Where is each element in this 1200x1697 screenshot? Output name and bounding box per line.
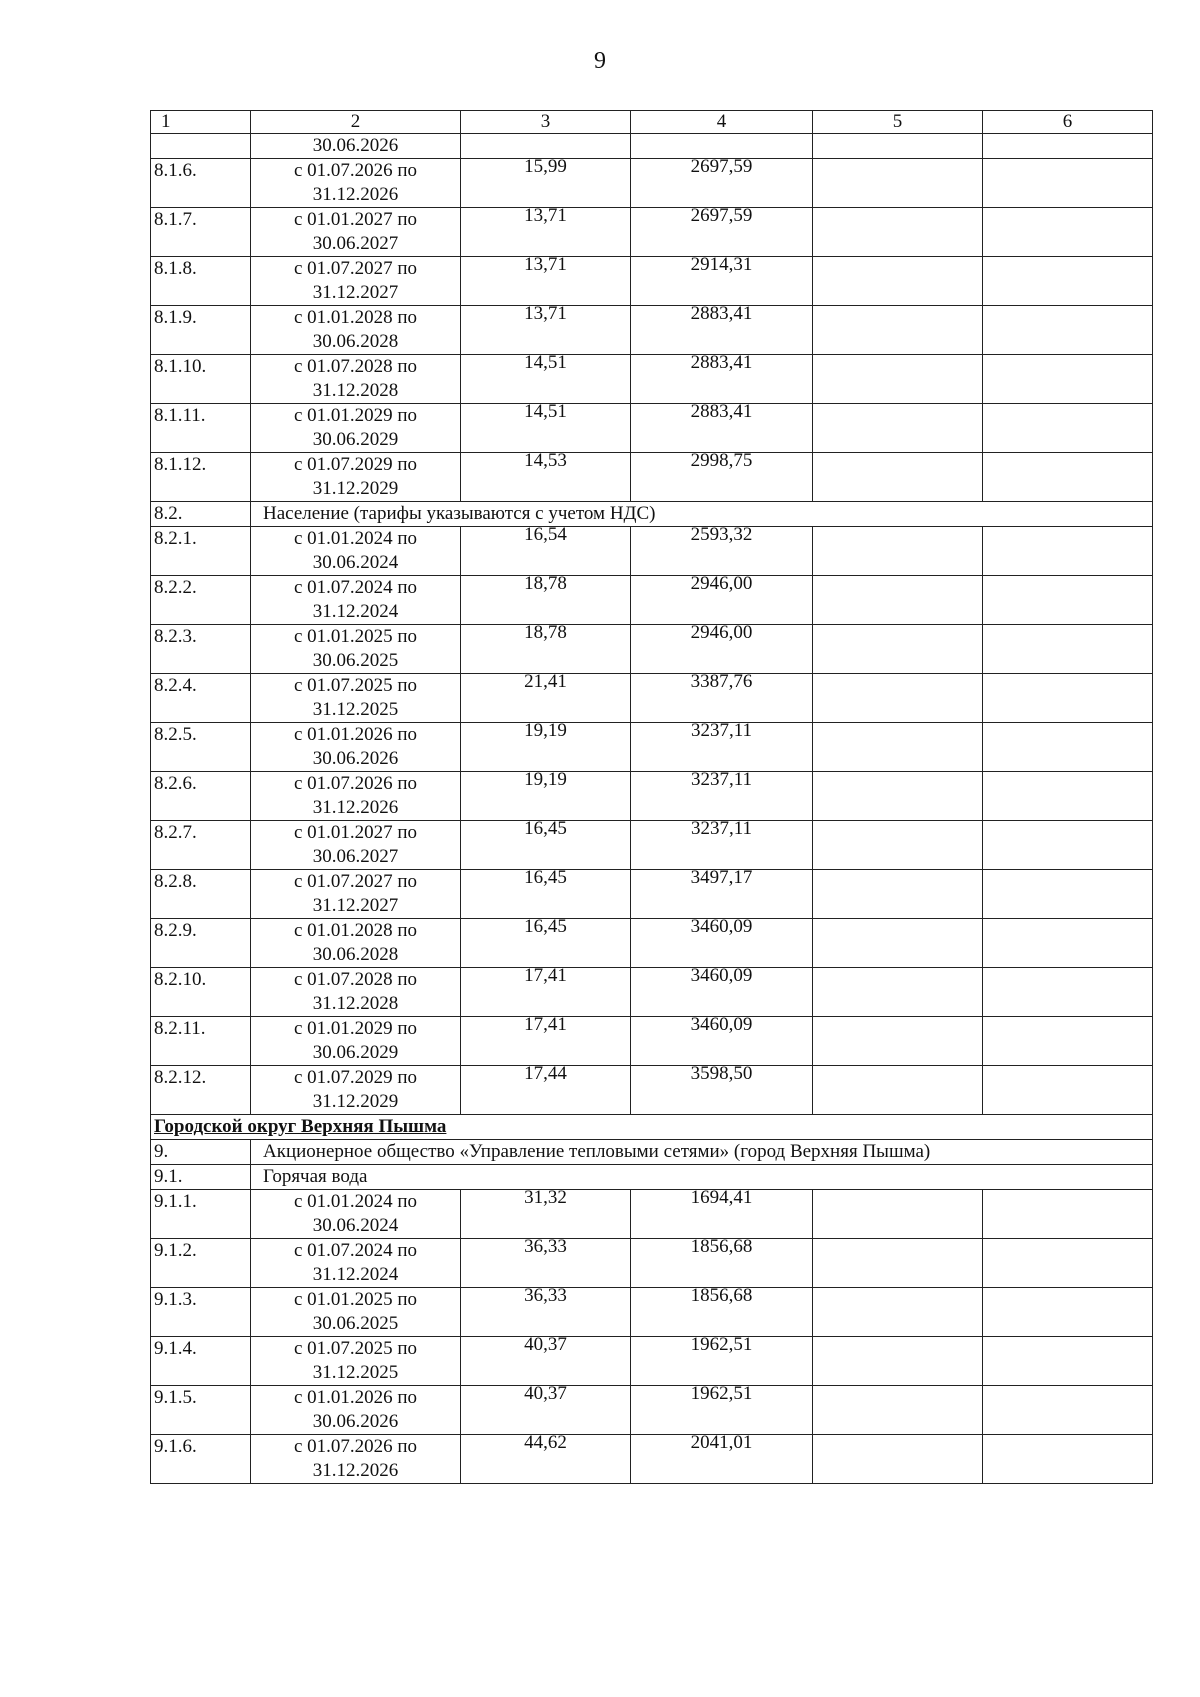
period-cell xyxy=(251,1386,461,1435)
empty-cell xyxy=(983,134,1153,159)
section-number-cell: 9.1. xyxy=(151,1165,251,1190)
row-number-cell: 8.2.12. xyxy=(151,1066,251,1115)
table-row xyxy=(151,1288,1153,1337)
page-number: 9 xyxy=(594,48,606,74)
empty-cell xyxy=(813,404,983,453)
table-row xyxy=(151,208,1153,257)
tariff-col-4-cell xyxy=(631,1187,813,1239)
tariff-col-4-value: 2946,00 xyxy=(690,573,753,594)
district-title-cell: Городской округ Верхняя Пышма xyxy=(151,1115,1153,1140)
row-number-cell: 8.1.6. xyxy=(151,159,251,208)
header-col-6: 6 xyxy=(983,111,1153,134)
period-cell xyxy=(251,723,461,772)
period-cell xyxy=(251,355,461,404)
table-row xyxy=(151,870,1153,919)
empty-cell xyxy=(813,968,983,1017)
tariff-col-4-value: 3387,76 xyxy=(690,671,753,692)
empty-cell xyxy=(813,1190,983,1239)
empty-cell xyxy=(813,1337,983,1386)
period-end-text: 31.12.2027 xyxy=(312,282,399,303)
header-col-1: 1 xyxy=(151,111,251,134)
empty-cell xyxy=(983,159,1153,208)
period-cell: 30.06.2026 xyxy=(251,134,461,159)
period-cell xyxy=(251,1017,461,1066)
tariff-col-3-value: 31,32 xyxy=(524,1187,567,1208)
row-number-cell: 9.1.5. xyxy=(151,1386,251,1435)
tariff-col-3-cell xyxy=(461,303,631,355)
period-end-text: 31.12.2027 xyxy=(312,895,399,916)
table-row xyxy=(151,306,1153,355)
tariff-col-3-value: 16,45 xyxy=(524,867,567,888)
empty-cell xyxy=(983,1239,1153,1288)
tariff-col-3-value: 17,41 xyxy=(524,1014,567,1035)
tariff-col-4-cell xyxy=(631,352,813,404)
tariff-col-4-cell xyxy=(631,720,813,772)
tariff-col-4-value: 1962,51 xyxy=(690,1383,753,1404)
period-cell xyxy=(251,674,461,723)
tariff-col-4-value: 1962,51 xyxy=(690,1334,753,1355)
row-number-cell: 8.2.6. xyxy=(151,772,251,821)
section-number-cell: 9. xyxy=(151,1140,251,1165)
period-cell xyxy=(251,1190,461,1239)
empty-cell xyxy=(813,1288,983,1337)
period-cell xyxy=(251,1066,461,1115)
tariff-col-4-value: 3237,11 xyxy=(690,720,753,741)
period-start-text: с 01.07.2025 по xyxy=(293,1338,418,1359)
empty-cell xyxy=(983,576,1153,625)
tariff-col-4-cell xyxy=(631,818,813,870)
tariff-col-4-cell xyxy=(631,254,813,306)
empty-cell xyxy=(813,1239,983,1288)
tariff-col-4-value: 3460,09 xyxy=(690,916,753,937)
period-end-text: 31.12.2024 xyxy=(312,1264,399,1285)
period-end-text: 30.06.2028 xyxy=(312,944,399,965)
empty-cell xyxy=(983,723,1153,772)
table-row xyxy=(151,453,1153,502)
tariff-col-4-cell xyxy=(631,205,813,257)
empty-cell xyxy=(983,1190,1153,1239)
empty-cell xyxy=(813,527,983,576)
tariff-col-3-cell xyxy=(461,401,631,453)
row-number-cell: 8.2.11. xyxy=(151,1017,251,1066)
empty-cell xyxy=(813,1435,983,1484)
empty-cell xyxy=(813,674,983,723)
empty-cell xyxy=(983,968,1153,1017)
tariff-col-3-cell xyxy=(461,1187,631,1239)
tariff-col-3-cell xyxy=(461,720,631,772)
tariff-col-4-value: 3460,09 xyxy=(690,965,753,986)
tariff-col-4-value: 3460,09 xyxy=(690,1014,753,1035)
row-number-cell: 8.2.1. xyxy=(151,527,251,576)
period-start-text: с 01.07.2028 по xyxy=(293,969,418,990)
tariff-col-3-cell xyxy=(461,916,631,968)
tariff-col-3-cell xyxy=(461,1285,631,1337)
tariff-col-3-cell xyxy=(461,524,631,576)
empty-cell xyxy=(813,772,983,821)
section-number-cell: 8.2. xyxy=(151,502,251,527)
period-cell xyxy=(251,870,461,919)
row-number-cell: 8.2.8. xyxy=(151,870,251,919)
empty-cell xyxy=(983,1017,1153,1066)
tariff-col-3-cell xyxy=(461,671,631,723)
tariff-col-4-value: 2883,41 xyxy=(690,401,753,422)
period-end-text: 30.06.2024 xyxy=(312,1215,399,1236)
empty-cell xyxy=(983,527,1153,576)
empty-cell xyxy=(983,870,1153,919)
empty-cell xyxy=(813,306,983,355)
row-number-cell: 8.2.10. xyxy=(151,968,251,1017)
empty-cell xyxy=(983,1386,1153,1435)
empty-cell xyxy=(983,306,1153,355)
period-end-text: 31.12.2026 xyxy=(312,184,399,205)
period-start-text: с 01.07.2024 по xyxy=(293,1240,418,1261)
tariff-col-4-value: 1856,68 xyxy=(690,1285,753,1306)
period-start-text: с 01.07.2027 по xyxy=(293,258,418,279)
row-number-cell: 8.1.12. xyxy=(151,453,251,502)
period-end-text: 30.06.2028 xyxy=(312,331,399,352)
table-row xyxy=(151,1190,1153,1239)
tariff-col-3-value: 13,71 xyxy=(524,254,567,275)
period-end-text: 31.12.2026 xyxy=(312,797,399,818)
table-row xyxy=(151,257,1153,306)
table-row xyxy=(151,1386,1153,1435)
period-start-text: с 01.01.2029 по xyxy=(293,1018,418,1039)
empty-cell xyxy=(813,355,983,404)
header-col-4: 4 xyxy=(631,111,813,134)
row-number-cell: 9.1.4. xyxy=(151,1337,251,1386)
tariff-col-3-cell xyxy=(461,156,631,208)
empty-cell xyxy=(813,257,983,306)
period-cell xyxy=(251,1239,461,1288)
period-cell xyxy=(251,453,461,502)
table-row xyxy=(151,1017,1153,1066)
period-cell xyxy=(251,1288,461,1337)
period-cell xyxy=(251,257,461,306)
header-col-3: 3 xyxy=(461,111,631,134)
empty-cell xyxy=(813,1017,983,1066)
header-col-2: 2 xyxy=(251,111,461,134)
tariff-col-3-cell xyxy=(461,818,631,870)
row-number-cell xyxy=(151,134,251,159)
period-start-text: с 01.07.2027 по xyxy=(293,871,418,892)
tariff-col-3-cell xyxy=(461,1236,631,1288)
row-number-cell: 8.1.11. xyxy=(151,404,251,453)
tariff-col-4-cell xyxy=(631,1285,813,1337)
period-end-text: 31.12.2029 xyxy=(312,478,399,499)
period-end-text: 30.06.2027 xyxy=(312,233,399,254)
tariff-col-3-cell xyxy=(461,1334,631,1386)
period-end-text: 30.06.2027 xyxy=(312,846,399,867)
tariff-col-4-value: 2593,32 xyxy=(690,524,753,545)
period-cell xyxy=(251,527,461,576)
period-start-text: с 01.01.2028 по xyxy=(293,920,418,941)
tariff-col-4-cell xyxy=(631,1236,813,1288)
tariff-col-3-value: 17,44 xyxy=(524,1063,567,1084)
row-number-cell: 8.2.9. xyxy=(151,919,251,968)
empty-cell xyxy=(983,625,1153,674)
tariff-col-3-cell xyxy=(461,1432,631,1484)
period-start-text: с 01.01.2027 по xyxy=(293,209,418,230)
tariff-col-3-value: 16,45 xyxy=(524,916,567,937)
table-row xyxy=(151,772,1153,821)
tariff-col-4-cell xyxy=(631,401,813,453)
tariff-col-4-value: 2697,59 xyxy=(690,205,753,226)
table-row xyxy=(151,355,1153,404)
period-start-text: с 01.01.2024 по xyxy=(293,528,418,549)
table-row xyxy=(151,968,1153,1017)
tariff-col-3-cell xyxy=(461,352,631,404)
tariff-col-4-cell xyxy=(631,156,813,208)
row-number-cell: 9.1.2. xyxy=(151,1239,251,1288)
tariff-col-4-cell xyxy=(631,450,813,502)
tariff-table xyxy=(150,110,1153,1484)
period-end-text: 30.06.2025 xyxy=(312,650,399,671)
empty-cell xyxy=(813,453,983,502)
period-start-text: с 01.01.2029 по xyxy=(293,405,418,426)
period-cell xyxy=(251,821,461,870)
period-end-text: 30.06.2025 xyxy=(312,1313,399,1334)
period-cell xyxy=(251,1435,461,1484)
period-end-text: 31.12.2024 xyxy=(312,601,399,622)
empty-cell xyxy=(983,355,1153,404)
period-start-text: с 01.01.2027 по xyxy=(293,822,418,843)
empty-cell xyxy=(813,134,983,159)
empty-cell xyxy=(813,919,983,968)
header-row xyxy=(151,111,1153,134)
table-row xyxy=(151,159,1153,208)
row-number-cell: 8.1.8. xyxy=(151,257,251,306)
period-start-text: с 01.01.2024 по xyxy=(293,1191,418,1212)
tariff-col-3-cell xyxy=(461,254,631,306)
period-start-text: с 01.01.2028 по xyxy=(293,307,418,328)
tariff-col-4-cell xyxy=(631,769,813,821)
tariff-col-3-cell xyxy=(461,622,631,674)
table-row xyxy=(151,1239,1153,1288)
period-end-text: 31.12.2028 xyxy=(312,993,399,1014)
tariff-col-3-value: 19,19 xyxy=(524,769,567,790)
period-end-text: 31.12.2025 xyxy=(312,699,399,720)
period-cell xyxy=(251,625,461,674)
empty-cell xyxy=(983,1337,1153,1386)
tariff-col-3-value: 14,51 xyxy=(524,352,567,373)
period-start-text: с 01.07.2024 по xyxy=(293,577,418,598)
empty-cell xyxy=(983,453,1153,502)
row-number-cell: 9.1.3. xyxy=(151,1288,251,1337)
empty-cell xyxy=(813,723,983,772)
tariff-col-3-value: 18,78 xyxy=(524,622,567,643)
tariff-col-3-value: 14,51 xyxy=(524,401,567,422)
empty-cell xyxy=(983,674,1153,723)
table-row xyxy=(151,1066,1153,1115)
tariff-col-4-value: 2883,41 xyxy=(690,352,753,373)
empty-cell xyxy=(983,1435,1153,1484)
tariff-col-4-cell xyxy=(631,671,813,723)
empty-cell xyxy=(983,1066,1153,1115)
empty-cell xyxy=(983,1288,1153,1337)
period-end-text: 31.12.2026 xyxy=(312,1460,399,1481)
tariff-col-3-value: 15,99 xyxy=(524,156,567,177)
tariff-table-wrap xyxy=(150,110,1152,1484)
header-col-5: 5 xyxy=(813,111,983,134)
tariff-col-4-value: 3497,17 xyxy=(690,867,753,888)
period-end-text: 31.12.2025 xyxy=(312,1362,399,1383)
tariff-col-3-cell xyxy=(461,1063,631,1115)
period-end-text: 30.06.2029 xyxy=(312,429,399,450)
tariff-col-4-cell xyxy=(631,1334,813,1386)
table-row xyxy=(151,821,1153,870)
tariff-col-4-cell xyxy=(631,303,813,355)
tariff-col-4-value: 3237,11 xyxy=(690,818,753,839)
period-start-text: с 01.01.2025 по xyxy=(293,1289,418,1310)
empty-cell xyxy=(813,625,983,674)
tariff-col-4-value: 1694,41 xyxy=(690,1187,753,1208)
district-row xyxy=(151,1115,1153,1140)
tariff-col-4-cell xyxy=(631,1063,813,1115)
row-number-cell: 8.1.9. xyxy=(151,306,251,355)
section-title-cell: Горячая вода xyxy=(251,1165,1153,1190)
table-row xyxy=(151,723,1153,772)
period-cell xyxy=(251,772,461,821)
tariff-col-3-value: 13,71 xyxy=(524,303,567,324)
row-number-cell: 9.1.6. xyxy=(151,1435,251,1484)
empty-cell xyxy=(813,208,983,257)
period-cell xyxy=(251,919,461,968)
empty-cell xyxy=(813,821,983,870)
tariff-col-3-value: 16,54 xyxy=(524,524,567,545)
empty-cell xyxy=(983,821,1153,870)
tariff-col-3-value: 21,41 xyxy=(524,671,567,692)
tariff-col-4-value: 2914,31 xyxy=(690,254,753,275)
table-row xyxy=(151,1435,1153,1484)
table-row xyxy=(151,576,1153,625)
empty-cell xyxy=(813,870,983,919)
period-cell xyxy=(251,1337,461,1386)
tariff-col-3-cell xyxy=(461,573,631,625)
period-start-text: с 01.01.2026 по xyxy=(293,724,418,745)
period-cell xyxy=(251,404,461,453)
row-number-cell: 9.1.1. xyxy=(151,1190,251,1239)
section-title-cell: Население (тарифы указываются с учетом НДС) xyxy=(251,502,1153,527)
period-start-text: с 01.07.2029 по xyxy=(293,1067,418,1088)
empty-cell xyxy=(983,772,1153,821)
tariff-col-4-cell xyxy=(631,965,813,1017)
tariff-col-3-cell xyxy=(461,867,631,919)
period-cell xyxy=(251,576,461,625)
tariff-col-4-cell xyxy=(631,524,813,576)
tariff-col-3-value: 36,33 xyxy=(524,1236,567,1257)
empty-cell xyxy=(813,1066,983,1115)
period-end-text: 31.12.2028 xyxy=(312,380,399,401)
tariff-col-4-value: 2998,75 xyxy=(690,450,753,471)
tariff-col-4-value: 2946,00 xyxy=(690,622,753,643)
tariff-col-4-cell xyxy=(631,622,813,674)
empty-cell xyxy=(983,404,1153,453)
section-row xyxy=(151,502,1153,527)
table-row xyxy=(151,404,1153,453)
period-start-text: с 01.07.2026 по xyxy=(293,773,418,794)
tariff-col-4-value: 1856,68 xyxy=(690,1236,753,1257)
tariff-col-4-value: 2041,01 xyxy=(690,1432,753,1453)
tariff-col-3-cell xyxy=(461,1383,631,1435)
period-end-text: 31.12.2029 xyxy=(312,1091,399,1112)
period-start-text: с 01.07.2025 по xyxy=(293,675,418,696)
period-start-text: с 01.07.2028 по xyxy=(293,356,418,377)
table-row xyxy=(151,919,1153,968)
tariff-col-3-value: 14,53 xyxy=(524,450,567,471)
row-number-cell: 8.2.3. xyxy=(151,625,251,674)
tariff-col-4-value: 2697,59 xyxy=(690,156,753,177)
tariff-col-3-value: 19,19 xyxy=(524,720,567,741)
row-number-cell: 8.1.7. xyxy=(151,208,251,257)
tariff-col-3-value: 16,45 xyxy=(524,818,567,839)
period-cell xyxy=(251,208,461,257)
empty-cell xyxy=(983,919,1153,968)
table-row xyxy=(151,1337,1153,1386)
tariff-col-4-value: 3598,50 xyxy=(690,1063,753,1084)
row-number-cell: 8.2.7. xyxy=(151,821,251,870)
tariff-col-3-cell xyxy=(461,965,631,1017)
empty-cell xyxy=(983,257,1153,306)
period-cell xyxy=(251,968,461,1017)
tariff-col-3-value: 36,33 xyxy=(524,1285,567,1306)
row-number-cell: 8.1.10. xyxy=(151,355,251,404)
empty-cell xyxy=(813,1386,983,1435)
tariff-col-3-value: 40,37 xyxy=(524,1383,567,1404)
period-end-text: 30.06.2029 xyxy=(312,1042,399,1063)
tariff-col-3-cell xyxy=(461,1014,631,1066)
period-end-text: 30.06.2026 xyxy=(312,1411,399,1432)
tariff-col-3-value: 18,78 xyxy=(524,573,567,594)
empty-cell xyxy=(813,576,983,625)
tariff-col-4-cell xyxy=(631,916,813,968)
tariff-col-4-value: 3237,11 xyxy=(690,769,753,790)
period-cell xyxy=(251,159,461,208)
tariff-col-4-value: 2883,41 xyxy=(690,303,753,324)
period-start-text: с 01.07.2026 по xyxy=(293,160,418,181)
tariff-col-3-value: 13,71 xyxy=(524,205,567,226)
tariff-col-4-cell xyxy=(631,867,813,919)
empty-cell xyxy=(813,159,983,208)
period-start-text: с 01.07.2026 по xyxy=(293,1436,418,1457)
section-title-cell: Акционерное общество «Управление тепловыми сетями» (город Верхняя Пышма) xyxy=(251,1140,1153,1165)
period-start-text: с 01.07.2029 по xyxy=(293,454,418,475)
empty-cell xyxy=(983,208,1153,257)
tariff-col-3-value: 44,62 xyxy=(524,1432,567,1453)
row-number-cell: 8.2.5. xyxy=(151,723,251,772)
tariff-col-3-cell xyxy=(461,205,631,257)
tariff-col-3-cell xyxy=(461,450,631,502)
tariff-col-4-cell xyxy=(631,573,813,625)
tariff-col-3-value: 17,41 xyxy=(524,965,567,986)
row-number-cell: 8.2.2. xyxy=(151,576,251,625)
section-row xyxy=(151,1140,1153,1165)
row-number-cell: 8.2.4. xyxy=(151,674,251,723)
tariff-col-4-cell xyxy=(631,1014,813,1066)
period-end-text: 30.06.2026 xyxy=(312,748,399,769)
table-row xyxy=(151,674,1153,723)
tariff-col-3-cell xyxy=(461,769,631,821)
period-cell xyxy=(251,306,461,355)
period-end-text: 30.06.2024 xyxy=(312,552,399,573)
tariff-col-4-cell xyxy=(631,1383,813,1435)
tariff-col-3-value: 40,37 xyxy=(524,1334,567,1355)
table-row xyxy=(151,625,1153,674)
period-start-text: с 01.01.2025 по xyxy=(293,626,418,647)
tariff-col-4-cell xyxy=(631,1432,813,1484)
table-row xyxy=(151,527,1153,576)
period-start-text: с 01.01.2026 по xyxy=(293,1387,418,1408)
